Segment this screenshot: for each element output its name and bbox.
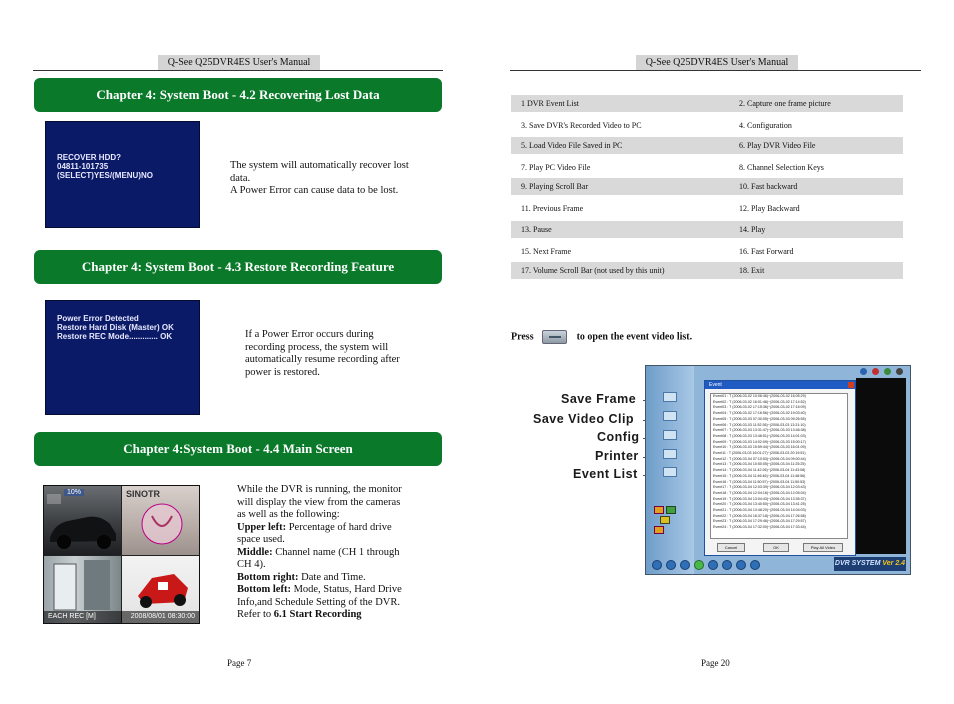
channel-name-label: SINOTR [126, 489, 161, 499]
dialog-close-icon[interactable] [848, 382, 854, 388]
save-frame-button[interactable] [663, 392, 677, 402]
save-frame-label: Save Frame [561, 392, 637, 406]
restore-description [245, 329, 445, 379]
car-silhouette-icon [44, 486, 121, 555]
right-page-number: Page 20 [701, 658, 730, 668]
event-list-item[interactable]: Event24 : T (2006-03-04 17:32:00)~(2006-03-04 17:33:44) [713, 525, 806, 530]
play-all-video-button[interactable]: Play All Video [803, 543, 843, 552]
event-list-item[interactable]: Event17 : T (2006-03-04 12:03:39)~(2006-03-04 12:03:43) [713, 485, 806, 490]
restore-screen-line: Power Error Detected [57, 314, 139, 323]
table-row [511, 95, 903, 112]
recover-text-line: data. [230, 172, 251, 184]
table-cell: 1 DVR Event List [511, 95, 729, 112]
table-cell: 12. Play Backward [739, 204, 800, 213]
cancel-button[interactable]: Cancel [717, 543, 745, 552]
event-dialog [704, 380, 856, 556]
table-cell: 14. Play [729, 221, 903, 238]
table-cell: 17. Volume Scroll Bar (not used by this unit) [511, 262, 729, 279]
printer-label: Printer [595, 449, 639, 463]
exit-icon[interactable] [896, 368, 903, 375]
upper-left-text: Percentage of hard drive [286, 521, 392, 533]
event-list-item[interactable]: Event21 : T (2006-03-04 13:48:20)~(2006-03-04 14:04:03) [713, 508, 806, 513]
race-car-toy-icon [122, 556, 200, 613]
refresh-icon[interactable] [884, 368, 891, 375]
left-page-header: Q-See Q25DVR4ES User's Manual [158, 55, 320, 70]
ok-button[interactable]: OK [763, 543, 789, 552]
table-cell: 11. Previous Frame [521, 204, 584, 213]
recover-screen-line: 04811-101735 [57, 162, 109, 171]
channel-key-button[interactable] [654, 506, 664, 514]
dvr-app-window [645, 365, 911, 575]
chapter-heading-recover: Chapter 4: System Boot - 4.2 Recovering Lost Data [34, 78, 442, 112]
event-list-item[interactable]: Event13 : T (2006-03-04 10:50:05)~(2006-03-04 11:25:25) [713, 462, 806, 467]
right-header-rule [510, 70, 921, 71]
bottom-left-text-cont: Info,and Schedule Setting of the DVR. [237, 596, 401, 608]
intro-line: will display the view from the cameras [237, 496, 401, 508]
table-row [511, 221, 903, 238]
camera-1-view [44, 486, 121, 555]
save-video-clip-label: Save Video Clip [533, 412, 635, 426]
video-display-area [856, 378, 906, 554]
event-list-item[interactable]: Event19 : T (2006-03-04 13:04:43)~(2006-03-04 13:35:37) [713, 496, 806, 501]
left-page-number: Page 7 [227, 658, 252, 668]
table-cell: 15. Next Frame [521, 247, 571, 256]
event-list-item[interactable]: Event14 : T (2006-03-04 11:42:26)~(2006-03-04 11:43:08) [713, 468, 806, 473]
doorway-icon [44, 556, 121, 613]
table-row [511, 243, 903, 260]
pause-button[interactable] [694, 560, 704, 570]
refer-prefix: Refer to [237, 609, 274, 620]
fast-forward-button[interactable] [736, 560, 746, 570]
table-cell: 13. Pause [511, 221, 729, 238]
bottom-right-text: Date and Time. [298, 571, 366, 583]
table-cell: 8. Channel Selection Keys [739, 163, 824, 172]
recover-text-line: The system will automatically recover lost [230, 160, 409, 171]
event-list-item[interactable]: Event10 : T (2006-03-03 15:59:44)~(2006-03-03 16:01:09) [713, 445, 806, 450]
dialog-title-bar: Event [705, 381, 855, 389]
fast-backward-button[interactable] [652, 560, 662, 570]
upper-left-text-cont: space used. [237, 534, 285, 545]
event-list-item[interactable]: Event05 : T (2006-03-03 07:30:05)~(2006-03-03 09:26:55) [713, 416, 806, 421]
restore-screen-line: Restore Hard Disk (Master) OK [57, 323, 174, 332]
restore-text-line: If a Power Error occurs during [245, 329, 374, 340]
event-list-item[interactable]: Event04 : T (2006-03-02 17:16:56)~(2006-03-02 19:03:40) [713, 411, 806, 416]
recover-text-line: A Power Error can cause data to be lost. [230, 185, 399, 196]
hdd-usage-percent: 10% [64, 489, 84, 496]
middle-label: Middle: [237, 546, 273, 558]
restore-screen-line: Restore REC Mode............. OK [57, 332, 173, 341]
config-label: Config [597, 430, 640, 444]
table-row [511, 117, 903, 134]
table-row [511, 137, 903, 154]
event-list-item[interactable]: Event07 : T (2006-03-03 13:31:47)~(2006-03-03 13:46:38) [713, 428, 806, 433]
table-cell: 16. Fast Forward [739, 247, 794, 256]
channel-key-button[interactable] [654, 526, 664, 534]
table-cell: 6. Play DVR Video File [729, 137, 903, 154]
press-text: Press [511, 331, 534, 343]
main-screen-description [237, 484, 442, 622]
table-cell: 18. Exit [729, 262, 903, 279]
restore-recording-screen [45, 300, 200, 415]
table-cell: 7. Play PC Video File [521, 163, 591, 172]
event-list-item[interactable]: Event09 : T (2006-03-03 14:02:09)~(2006-03-03 15:00:17) [713, 439, 806, 444]
event-list-button-icon[interactable] [542, 330, 567, 344]
top-toolbar-icons [858, 368, 908, 376]
table-row [511, 200, 903, 217]
channel-key-button[interactable] [660, 516, 670, 524]
upper-left-label: Upper left: [237, 521, 287, 533]
bottom-left-label: Bottom left: [237, 584, 291, 595]
bottom-right-label: Bottom right: [237, 571, 299, 583]
press-instruction [511, 330, 692, 344]
event-list-item[interactable]: Event23 : T (2006-03-04 17:29:46)~(2006-03-04 17:29:57) [713, 519, 806, 524]
table-row [511, 178, 903, 195]
dvr-main-screen-image [43, 485, 200, 624]
event-list-item[interactable]: Event22 : T (2006-03-04 16:37:18)~(2006-03-04 17:26:58) [713, 513, 806, 518]
channel-key-button[interactable] [666, 506, 676, 514]
next-frame-button[interactable] [722, 560, 732, 570]
recover-screen-line: RECOVER HDD? [57, 153, 122, 162]
event-list-item[interactable]: Event18 : T (2006-03-04 12:04:16)~(2006-03-04 12:05:04) [713, 490, 806, 495]
brand-text: DVR SYSTEM [834, 560, 881, 567]
event-list-button[interactable] [663, 467, 677, 477]
table-cell: 10. Fast backward [729, 178, 903, 195]
table-row [511, 262, 903, 279]
config-button[interactable] [663, 430, 677, 440]
event-list-item[interactable]: Event06 : T (2006-03-03 11:52:36)~(2006-03-03 13:31:10) [713, 422, 806, 427]
event-list-item[interactable]: Event20 : T (2006-03-04 13:40:50)~(2006-03-04 13:41:25) [713, 502, 806, 507]
play-backward-button[interactable] [680, 560, 690, 570]
right-page-header: Q-See Q25DVR4ES User's Manual [636, 55, 798, 70]
refer-section-link[interactable]: 6.1 Start Recording [273, 609, 362, 620]
help-icon[interactable] [860, 368, 867, 375]
table-cell: 2. Capture one frame picture [729, 95, 903, 112]
table-cell: 4. Configuration [739, 121, 792, 130]
left-header-rule [33, 70, 443, 71]
date-time-text: 2008/08/01 08:30:00 [130, 613, 195, 620]
status-bar [44, 611, 199, 623]
settings-icon[interactable] [872, 368, 879, 375]
event-list-label: Event List [573, 467, 638, 481]
restore-text-line: recording process, the system will [245, 341, 389, 353]
camera-2-view [122, 486, 200, 555]
printer-button[interactable] [663, 449, 677, 459]
previous-frame-button[interactable] [666, 560, 676, 570]
restore-text-line: power is restored. [245, 366, 320, 378]
event-list-item[interactable]: Event08 : T (2006-03-03 13:46:51)~(2006-03-03 14:01:03) [713, 433, 806, 438]
intro-line: While the DVR is running, the monitor [237, 484, 402, 495]
restore-text-line: automatically resume recording after [245, 354, 400, 365]
event-list-item[interactable]: Event12 : T (2006-03-04 07:10:53)~(2006-03-04 09:00:44) [713, 456, 806, 461]
bottom-left-text: Mode, Status, Hard Drive [290, 584, 402, 595]
press-text-after: to open the event video list. [576, 331, 693, 343]
event-list-item[interactable]: Event02 : T (2006-03-02 16:01:46)~(2006-03-02 17:14:52) [713, 399, 806, 404]
event-list-item[interactable]: Event15 : T (2006-03-04 11:46:46)~(2006-03-04 11:48:56) [713, 473, 806, 478]
chapter-heading-main-screen: Chapter 4:System Boot - 4.4 Main Screen [34, 432, 442, 466]
table-cell: 3. Save DVR's Recorded Video to PC [521, 121, 642, 130]
event-list-box[interactable] [710, 393, 848, 539]
event-list-item[interactable]: Event03 : T (2006-03-02 17:15:36)~(2006-03-02 17:16:09) [713, 405, 806, 410]
recover-description [230, 160, 440, 198]
play-button[interactable] [708, 560, 718, 570]
record-status-text: EACH REC [M] [48, 613, 96, 620]
recover-hdd-screen [45, 121, 200, 228]
table-cell: 5. Load Video File Saved in PC [511, 137, 729, 154]
save-video-clip-button[interactable] [663, 411, 677, 421]
table-cell: 9. Playing Scroll Bar [511, 178, 729, 195]
event-list-item[interactable]: Event01 : T (2006-03-02 10:06:46)~(2006-03-02 16:05:29) [713, 394, 806, 398]
exit-button[interactable] [750, 560, 760, 570]
brand-logo [834, 557, 906, 571]
chapter-heading-restore: Chapter 4: System Boot - 4.3 Restore Recording Feature [34, 250, 442, 284]
table-row [511, 159, 903, 176]
middle-text: Channel name (CH 1 through [272, 546, 400, 558]
dvr-software-screenshot [533, 365, 911, 575]
middle-text-cont: CH 4). [237, 559, 266, 570]
intro-line: as well as the following: [237, 509, 340, 520]
recover-screen-line: (SELECT)YES/(MENU)NO [57, 171, 153, 180]
event-list-item[interactable]: Event11 : T (2006-03-03 16:01:27)~(2006-03-03 20:19:51) [713, 451, 806, 456]
version-text: Ver 2.4 [882, 560, 906, 567]
event-list-item[interactable]: Event16 : T (2006-03-04 11:50:57)~(2006-03-04 11:50:53) [713, 479, 806, 484]
